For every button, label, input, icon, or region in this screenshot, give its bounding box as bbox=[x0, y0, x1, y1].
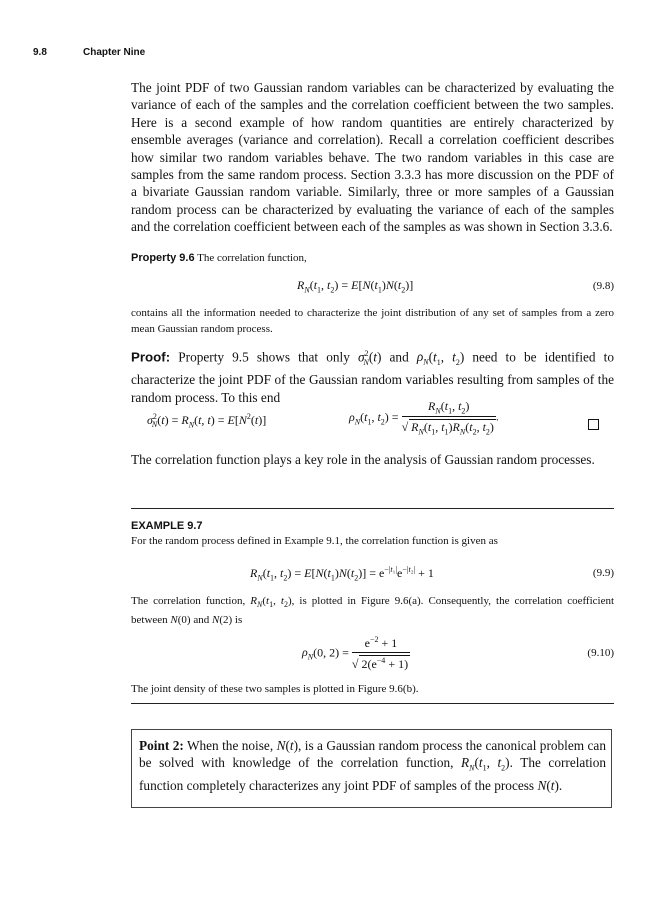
proof-text-after: need to be identified to characterize the joint PDF of the Gaussian random variables resulting from samples of the random process. To this end bbox=[131, 349, 615, 405]
equation-variance: $\sigma^2_N(t) = R_N(t$, $t) = E[N^2(t)]$ bbox=[147, 412, 267, 430]
property-statement bbox=[131, 251, 614, 267]
equation-number-9-10: (9.10) bbox=[587, 647, 614, 659]
property-text: The correlation function, bbox=[197, 252, 307, 264]
intro-paragraph: The joint PDF of two Gaussian random variables can be characterized by evaluating the variance of each of the samples and the correlation coefficient between the two samples. Here is a second example of how random quantities are entirely characterized by ensemble averages (variance and correlation). Recall a correlation coefficient describes how similar two random variables behave. The two random variables in this case are samples from the same random process. Section 3.3.3 has more discussion on the PDF of a bivariate Gaussian random variable. Similarly, three or more samples of a Gaussian random process can be characterized by evaluating the variance of each of the samples and the correlation coefficient between each of the samples as was shown in Section 3.3.6. bbox=[131, 80, 614, 235]
proof-text-before: Property 9.5 shows that only bbox=[178, 349, 350, 365]
example-text-is: is bbox=[234, 613, 243, 626]
proof-label: Proof: bbox=[131, 349, 171, 365]
proof-text-middle: and bbox=[389, 349, 409, 365]
example-closing: The joint density of these two samples is plotted in Figure 9.6(b). bbox=[131, 683, 419, 695]
equation-number-9-8: (9.8) bbox=[592, 280, 614, 292]
point-text-part3: . The correlation function completely characterizes any joint PDF of samples of the process bbox=[139, 755, 607, 794]
example-bottom-rule bbox=[131, 703, 614, 704]
point-text-end: . bbox=[558, 778, 563, 794]
closing-paragraph: The correlation function plays a key role in the analysis of Gaussian random processes. bbox=[131, 452, 595, 467]
example-top-rule bbox=[131, 508, 614, 509]
property-after-text: contains all the information needed to characterize the joint distribution of any set of samples from a zero mean Gaussian random process. bbox=[131, 307, 614, 335]
equation-9-9: $R_N(t_1$, $t_2) = E[N(t_1)N(t_2)] = e^{-|t_1|}e^{-|t_2|} + 1$ bbox=[250, 565, 434, 583]
example-title: EXAMPLE 9.7 bbox=[131, 520, 203, 532]
property-label: Property 9.6 bbox=[131, 252, 195, 264]
page-number: 9.8 bbox=[33, 47, 47, 58]
point-label: Point 2: bbox=[139, 738, 184, 753]
proof-paragraph: Proof: Property 9.5 shows that only $\sigma^2_N(t)$ and $\rho_N(t_1$, $t_2$) need to be identified to characterize the joint PDF of the Gaussian random variables resulting from samples of the random process. To this end bbox=[131, 349, 615, 405]
equation-rho: $\rho_N(t_1$, $t_2$) = $\frac{R_N(t_1, t_2)}{√ R_N(t_1, t_1)R_N(t_2, t_2)}$ . bbox=[349, 399, 499, 437]
running-header bbox=[33, 47, 145, 58]
example-text-part2: , is plotted in Figure 9.6(a). Consequently, the correlation coefficient between bbox=[131, 595, 615, 626]
point-text-part2: , is a Gaussian random process the canonical problem can be solved with knowledge of the correlation function, bbox=[139, 738, 606, 771]
example-text-and: and bbox=[193, 613, 210, 626]
qed-square bbox=[588, 419, 599, 430]
example-text-part1: The correlation function, bbox=[131, 595, 246, 607]
equation-9-8: $R_N(t_1$, $t_2) = E[N(t_1)N(t_2)]$ bbox=[297, 278, 414, 295]
equation-number-9-9: (9.9) bbox=[592, 567, 614, 579]
example-text: The correlation function, $R_N(t_1$, $t_2$), is plotted in Figure 9.6(a). Consequently, the correlation coefficient between N(0) and N(2) is bbox=[131, 595, 615, 626]
equation-9-10: $\rho_N(0$, 2) = $\frac{e^{-2} + 1}{√ 2(e^{-4} + 1)}$ bbox=[302, 635, 409, 671]
example-intro: For the random process defined in Example 9.1, the correlation function is given as bbox=[131, 535, 498, 547]
point-text-part1: When the noise, bbox=[186, 738, 274, 753]
point-text: Point 2: When the noise, N(t), is a Gaussian random process the canonical problem can be solved with knowledge of the correlation function, $R_N(t_1$, $t_2$). The correlation function completely characterizes any joint PDF of samples of the process N(t). bbox=[139, 738, 607, 794]
chapter-title: Chapter Nine bbox=[83, 47, 146, 58]
